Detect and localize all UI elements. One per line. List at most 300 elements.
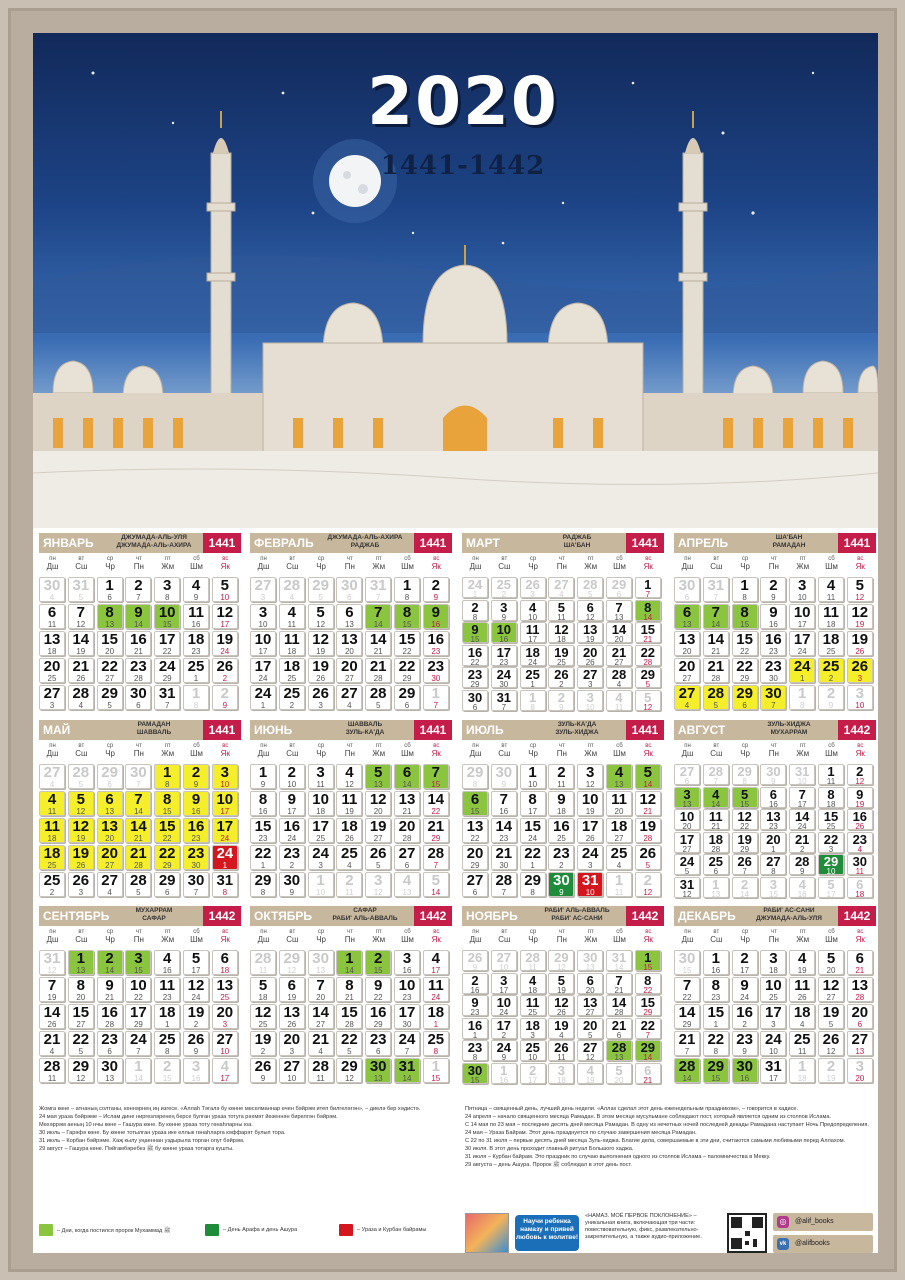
day-cell[interactable] [548,1040,574,1061]
day-cell[interactable] [336,764,362,789]
day-cell[interactable] [394,604,420,629]
day-cell[interactable] [548,950,574,971]
day-cell[interactable] [818,809,844,830]
day-cell[interactable] [39,791,65,816]
day-cell[interactable] [336,1058,362,1083]
day-cell[interactable] [250,1058,276,1083]
day-cell[interactable] [279,1004,305,1029]
day-cell[interactable] [250,685,276,710]
day-cell[interactable] [97,577,123,602]
day-cell[interactable] [635,1040,661,1061]
day-cell[interactable] [847,854,873,875]
day-cell[interactable] [732,854,758,875]
day-cell[interactable] [732,577,758,602]
day-cell[interactable] [674,809,700,830]
social-link[interactable] [773,1235,873,1253]
day-cell[interactable] [789,764,815,785]
day-cell[interactable] [760,1058,786,1083]
day-cell[interactable] [760,658,786,683]
day-cell[interactable] [606,690,632,711]
day-cell[interactable] [183,872,209,897]
day-cell[interactable] [847,1058,873,1083]
day-cell[interactable] [308,872,334,897]
day-cell[interactable] [423,658,449,683]
day-cell[interactable] [703,658,729,683]
day-cell[interactable] [212,631,238,656]
day-cell[interactable] [847,631,873,656]
day-cell[interactable] [68,658,94,683]
day-cell[interactable] [394,845,420,870]
day-cell[interactable] [789,604,815,629]
day-cell[interactable] [635,667,661,688]
day-cell[interactable] [818,658,844,683]
day-cell[interactable] [491,818,517,843]
day-cell[interactable] [68,685,94,710]
day-cell[interactable] [39,845,65,870]
day-cell[interactable] [125,950,151,975]
day-cell[interactable] [336,1004,362,1029]
day-cell[interactable] [818,950,844,975]
day-cell[interactable] [847,977,873,1002]
day-cell[interactable] [703,1058,729,1083]
day-cell[interactable] [183,845,209,870]
day-cell[interactable] [577,690,603,711]
day-cell[interactable] [336,818,362,843]
day-cell[interactable] [154,577,180,602]
day-cell[interactable] [462,1018,488,1039]
day-cell[interactable] [125,685,151,710]
day-cell[interactable] [520,1018,546,1039]
day-cell[interactable] [68,1004,94,1029]
day-cell[interactable] [308,577,334,602]
day-cell[interactable] [394,818,420,843]
day-cell[interactable] [39,950,65,975]
day-cell[interactable] [674,1031,700,1056]
day-cell[interactable] [462,667,488,688]
day-cell[interactable] [394,1004,420,1029]
day-cell[interactable] [212,872,238,897]
day-cell[interactable] [423,872,449,897]
day-cell[interactable] [97,818,123,843]
day-cell[interactable] [394,764,420,789]
day-cell[interactable] [308,950,334,975]
day-cell[interactable] [212,977,238,1002]
day-cell[interactable] [183,977,209,1002]
day-cell[interactable] [732,685,758,710]
day-cell[interactable] [212,1058,238,1083]
day-cell[interactable] [491,995,517,1016]
day-cell[interactable] [635,645,661,666]
day-cell[interactable] [39,1058,65,1083]
day-cell[interactable] [250,1004,276,1029]
day-cell[interactable] [154,818,180,843]
day-cell[interactable] [577,667,603,688]
day-cell[interactable] [606,764,632,789]
day-cell[interactable] [577,845,603,870]
day-cell[interactable] [520,1040,546,1061]
day-cell[interactable] [818,685,844,710]
day-cell[interactable] [154,1031,180,1056]
day-cell[interactable] [250,604,276,629]
day-cell[interactable] [279,764,305,789]
day-cell[interactable] [154,1004,180,1029]
day-cell[interactable] [548,973,574,994]
day-cell[interactable] [577,791,603,816]
day-cell[interactable] [212,1031,238,1056]
day-cell[interactable] [250,764,276,789]
day-cell[interactable] [250,977,276,1002]
day-cell[interactable] [125,764,151,789]
day-cell[interactable] [520,764,546,789]
day-cell[interactable] [365,658,391,683]
day-cell[interactable] [279,577,305,602]
day-cell[interactable] [789,977,815,1002]
day-cell[interactable] [97,658,123,683]
day-cell[interactable] [423,977,449,1002]
day-cell[interactable] [462,600,488,621]
day-cell[interactable] [212,604,238,629]
day-cell[interactable] [462,791,488,816]
day-cell[interactable] [154,685,180,710]
day-cell[interactable] [125,1031,151,1056]
day-cell[interactable] [491,577,517,598]
day-cell[interactable] [462,818,488,843]
day-cell[interactable] [125,1004,151,1029]
day-cell[interactable] [491,622,517,643]
day-cell[interactable] [520,818,546,843]
day-cell[interactable] [125,845,151,870]
day-cell[interactable] [125,604,151,629]
day-cell[interactable] [606,622,632,643]
day-cell[interactable] [520,577,546,598]
day-cell[interactable] [520,645,546,666]
day-cell[interactable] [308,818,334,843]
day-cell[interactable] [250,872,276,897]
day-cell[interactable] [674,832,700,853]
day-cell[interactable] [577,622,603,643]
day-cell[interactable] [308,1058,334,1083]
day-cell[interactable] [548,995,574,1016]
day-cell[interactable] [847,658,873,683]
day-cell[interactable] [336,685,362,710]
day-cell[interactable] [760,877,786,898]
day-cell[interactable] [365,1058,391,1083]
day-cell[interactable] [703,1004,729,1029]
day-cell[interactable] [394,577,420,602]
day-cell[interactable] [212,791,238,816]
day-cell[interactable] [789,877,815,898]
day-cell[interactable] [520,872,546,897]
day-cell[interactable] [703,685,729,710]
day-cell[interactable] [818,1058,844,1083]
day-cell[interactable] [183,1004,209,1029]
day-cell[interactable] [125,1058,151,1083]
day-cell[interactable] [674,787,700,808]
day-cell[interactable] [394,658,420,683]
day-cell[interactable] [125,577,151,602]
day-cell[interactable] [703,977,729,1002]
day-cell[interactable] [760,977,786,1002]
day-cell[interactable] [183,1031,209,1056]
day-cell[interactable] [548,690,574,711]
day-cell[interactable] [703,950,729,975]
day-cell[interactable] [423,604,449,629]
day-cell[interactable] [491,667,517,688]
day-cell[interactable] [520,995,546,1016]
day-cell[interactable] [548,872,574,897]
day-cell[interactable] [154,845,180,870]
day-cell[interactable] [125,791,151,816]
day-cell[interactable] [183,818,209,843]
day-cell[interactable] [365,950,391,975]
day-cell[interactable] [818,631,844,656]
day-cell[interactable] [279,977,305,1002]
day-cell[interactable] [183,658,209,683]
day-cell[interactable] [789,631,815,656]
day-cell[interactable] [789,1058,815,1083]
day-cell[interactable] [279,1058,305,1083]
day-cell[interactable] [847,877,873,898]
day-cell[interactable] [818,577,844,602]
day-cell[interactable] [635,995,661,1016]
day-cell[interactable] [154,764,180,789]
day-cell[interactable] [68,1058,94,1083]
day-cell[interactable] [462,764,488,789]
day-cell[interactable] [365,631,391,656]
day-cell[interactable] [548,577,574,598]
day-cell[interactable] [760,854,786,875]
day-cell[interactable] [491,1063,517,1084]
day-cell[interactable] [674,950,700,975]
day-cell[interactable] [606,1040,632,1061]
day-cell[interactable] [336,977,362,1002]
day-cell[interactable] [336,631,362,656]
day-cell[interactable] [39,631,65,656]
day-cell[interactable] [250,577,276,602]
day-cell[interactable] [279,604,305,629]
day-cell[interactable] [491,690,517,711]
day-cell[interactable] [732,1004,758,1029]
day-cell[interactable] [365,1031,391,1056]
day-cell[interactable] [520,973,546,994]
day-cell[interactable] [394,685,420,710]
day-cell[interactable] [703,631,729,656]
day-cell[interactable] [847,604,873,629]
day-cell[interactable] [154,604,180,629]
day-cell[interactable] [674,1004,700,1029]
day-cell[interactable] [760,1031,786,1056]
day-cell[interactable] [279,631,305,656]
day-cell[interactable] [703,764,729,785]
day-cell[interactable] [760,832,786,853]
day-cell[interactable] [674,764,700,785]
day-cell[interactable] [818,764,844,785]
day-cell[interactable] [789,1004,815,1029]
day-cell[interactable] [423,685,449,710]
day-cell[interactable] [39,685,65,710]
day-cell[interactable] [548,845,574,870]
day-cell[interactable] [606,973,632,994]
day-cell[interactable] [760,764,786,785]
day-cell[interactable] [183,1058,209,1083]
day-cell[interactable] [423,818,449,843]
day-cell[interactable] [68,764,94,789]
day-cell[interactable] [97,1058,123,1083]
day-cell[interactable] [635,690,661,711]
day-cell[interactable] [39,658,65,683]
day-cell[interactable] [760,787,786,808]
day-cell[interactable] [635,600,661,621]
day-cell[interactable] [212,658,238,683]
day-cell[interactable] [68,977,94,1002]
day-cell[interactable] [183,950,209,975]
day-cell[interactable] [548,1018,574,1039]
day-cell[interactable] [462,622,488,643]
day-cell[interactable] [548,764,574,789]
day-cell[interactable] [732,950,758,975]
day-cell[interactable] [703,809,729,830]
day-cell[interactable] [703,577,729,602]
day-cell[interactable] [847,809,873,830]
day-cell[interactable] [212,1004,238,1029]
day-cell[interactable] [365,764,391,789]
day-cell[interactable] [847,787,873,808]
day-cell[interactable] [491,1040,517,1061]
day-cell[interactable] [520,845,546,870]
day-cell[interactable] [68,631,94,656]
day-cell[interactable] [732,877,758,898]
day-cell[interactable] [250,818,276,843]
day-cell[interactable] [635,1063,661,1084]
day-cell[interactable] [336,845,362,870]
day-cell[interactable] [732,1058,758,1083]
day-cell[interactable] [703,787,729,808]
day-cell[interactable] [97,845,123,870]
day-cell[interactable] [183,791,209,816]
day-cell[interactable] [491,600,517,621]
day-cell[interactable] [847,764,873,785]
day-cell[interactable] [789,1031,815,1056]
day-cell[interactable] [635,577,661,598]
day-cell[interactable] [577,645,603,666]
day-cell[interactable] [674,1058,700,1083]
day-cell[interactable] [548,818,574,843]
day-cell[interactable] [39,764,65,789]
day-cell[interactable] [39,872,65,897]
day-cell[interactable] [68,1031,94,1056]
day-cell[interactable] [279,658,305,683]
day-cell[interactable] [606,1018,632,1039]
day-cell[interactable] [365,977,391,1002]
day-cell[interactable] [125,631,151,656]
day-cell[interactable] [577,764,603,789]
day-cell[interactable] [336,791,362,816]
day-cell[interactable] [365,845,391,870]
day-cell[interactable] [520,600,546,621]
day-cell[interactable] [212,845,238,870]
day-cell[interactable] [491,764,517,789]
day-cell[interactable] [732,977,758,1002]
day-cell[interactable] [732,764,758,785]
day-cell[interactable] [703,604,729,629]
day-cell[interactable] [847,832,873,853]
day-cell[interactable] [818,1004,844,1029]
qr-code[interactable] [727,1213,767,1253]
day-cell[interactable] [125,977,151,1002]
day-cell[interactable] [577,995,603,1016]
day-cell[interactable] [703,877,729,898]
day-cell[interactable] [279,950,305,975]
day-cell[interactable] [97,631,123,656]
day-cell[interactable] [183,631,209,656]
day-cell[interactable] [520,950,546,971]
day-cell[interactable] [250,950,276,975]
day-cell[interactable] [491,1018,517,1039]
day-cell[interactable] [212,764,238,789]
day-cell[interactable] [548,645,574,666]
day-cell[interactable] [394,872,420,897]
day-cell[interactable] [818,1031,844,1056]
day-cell[interactable] [548,1063,574,1084]
day-cell[interactable] [279,872,305,897]
day-cell[interactable] [789,658,815,683]
day-cell[interactable] [674,604,700,629]
day-cell[interactable] [154,977,180,1002]
day-cell[interactable] [423,577,449,602]
day-cell[interactable] [212,818,238,843]
day-cell[interactable] [308,1031,334,1056]
day-cell[interactable] [674,877,700,898]
day-cell[interactable] [732,787,758,808]
day-cell[interactable] [154,631,180,656]
day-cell[interactable] [491,973,517,994]
day-cell[interactable] [308,845,334,870]
day-cell[interactable] [97,872,123,897]
day-cell[interactable] [703,854,729,875]
day-cell[interactable] [154,872,180,897]
day-cell[interactable] [818,787,844,808]
day-cell[interactable] [423,1058,449,1083]
day-cell[interactable] [365,1004,391,1029]
day-cell[interactable] [789,809,815,830]
day-cell[interactable] [68,845,94,870]
day-cell[interactable] [97,604,123,629]
day-cell[interactable] [365,685,391,710]
day-cell[interactable] [97,791,123,816]
day-cell[interactable] [818,832,844,853]
day-cell[interactable] [183,685,209,710]
day-cell[interactable] [39,1031,65,1056]
day-cell[interactable] [635,845,661,870]
day-cell[interactable] [365,577,391,602]
day-cell[interactable] [250,658,276,683]
day-cell[interactable] [308,764,334,789]
day-cell[interactable] [154,1058,180,1083]
day-cell[interactable] [760,685,786,710]
day-cell[interactable] [183,604,209,629]
day-cell[interactable] [250,845,276,870]
day-cell[interactable] [39,604,65,629]
day-cell[interactable] [154,791,180,816]
day-cell[interactable] [732,832,758,853]
day-cell[interactable] [789,685,815,710]
day-cell[interactable] [308,604,334,629]
day-cell[interactable] [308,1004,334,1029]
day-cell[interactable] [154,950,180,975]
day-cell[interactable] [462,950,488,971]
day-cell[interactable] [635,622,661,643]
day-cell[interactable] [279,1031,305,1056]
